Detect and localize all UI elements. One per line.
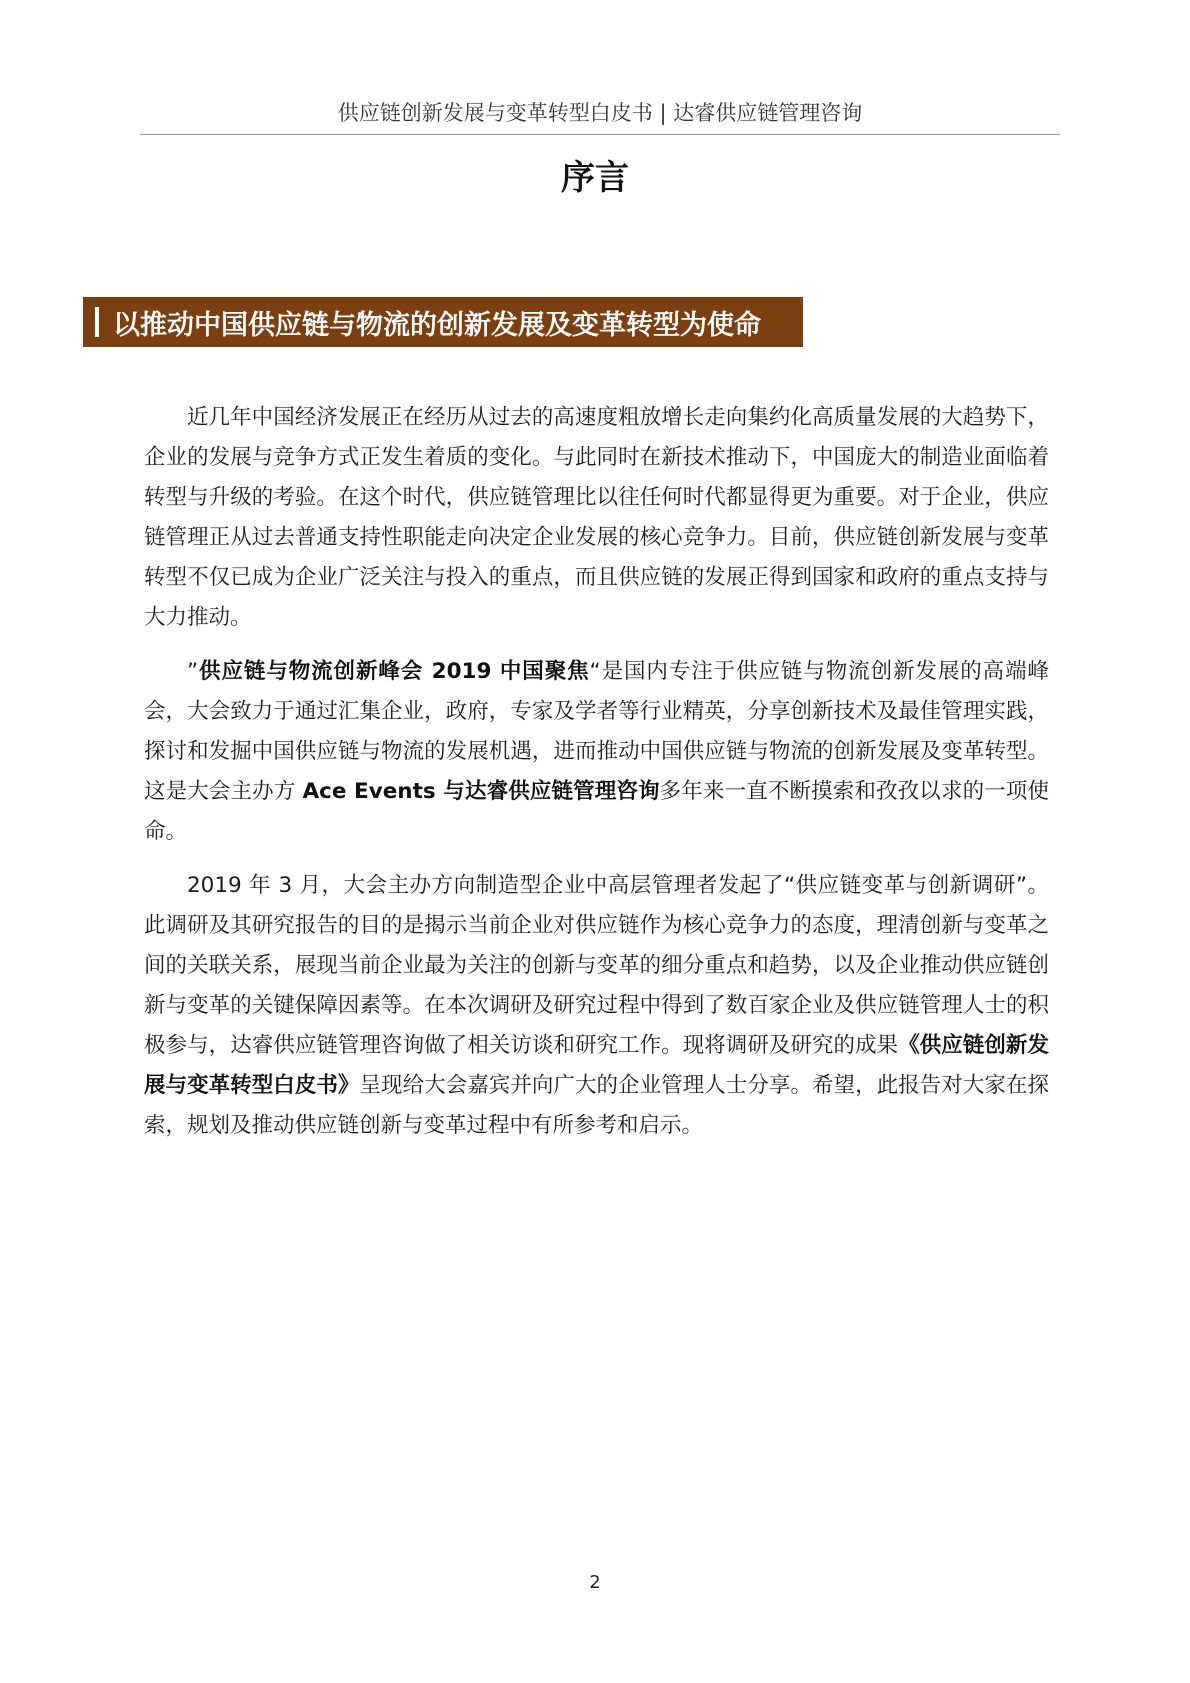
paragraph-3-part-2: 呈现给大会嘉宾并向广大的企业管理人士分享。希望，此报告对大家在探索，规划及推动供应链创新与变革过程中有所参考和启示。: [144, 1073, 1049, 1138]
section-banner: [83, 297, 803, 347]
header-divider: [140, 134, 1060, 135]
paragraph-2: [144, 652, 1049, 852]
body-text: [144, 398, 1049, 1160]
banner-accent-bar: [95, 307, 99, 337]
paragraph-2-part-2: 多年来一直不断摸索和孜孜以求的一项使命。: [144, 779, 1049, 844]
paragraph-3-part-1: 2019 年 3 月，大会主办方向制造型企业中高层管理者发起了“供应链变革与创新调研”。此调研及其研究报告的目的是揭示当前企业对供应链作为核心竞争力的态度，理清创新与变革之间的关联关系，展现当前企业最为关注的创新与变革的细分重点和趋势，以及企业推动供应链创新与变革的关键保障因素等。在本次调研及研究过程中得到了数百家企业及供应链管理人士的积极参与，达睿供应链管理咨询做了相关访谈和研究工作。现将调研及研究的成果: [144, 873, 1049, 1058]
section-heading: 以推动中国供应链与物流的创新发展及变革转型为使命: [113, 309, 761, 341]
event-name: 供应链与物流创新峰会 2019 中国聚焦: [198, 659, 590, 684]
organizers-name: Ace Events 与达睿供应链管理咨询: [302, 779, 660, 804]
report-title: 《供应链创新发展与变革转型白皮书》: [144, 1033, 1049, 1098]
open-quote: ”: [187, 659, 199, 684]
page-number: 2: [589, 1572, 601, 1593]
paragraph-1: 近几年中国经济发展正在经历从过去的高速度粗放增长走向集约化高质量发展的大趋势下，企业的发展与竞争方式正发生着质的变化。与此同时在新技术推动下，中国庞大的制造业面临着转型与升级的考验。在这个时代，供应链管理比以往任何时代都显得更为重要。对于企业，供应链管理正从过去普通支持性职能走向决定企业发展的核心竞争力。目前，供应链创新发展与变革转型不仅已成为企业广泛关注与投入的重点，而且供应链的发展正得到国家和政府的重点支持与大力推动。: [144, 405, 1049, 630]
page-title: 序言: [561, 158, 629, 198]
running-header: 供应链创新发展与变革转型白皮书 | 达睿供应链管理咨询: [337, 101, 863, 125]
paragraph-2-part-1: “是国内专注于供应链与物流创新发展的高端峰会，大会致力于通过汇集企业，政府，专家及学者等行业精英，分享创新技术及最佳管理实践，探讨和发掘中国供应链与物流的发展机遇，进而推动中国供应链与物流的创新发展及变革转型。这是大会主办方: [144, 659, 1049, 804]
paragraph-3: [144, 866, 1049, 1146]
